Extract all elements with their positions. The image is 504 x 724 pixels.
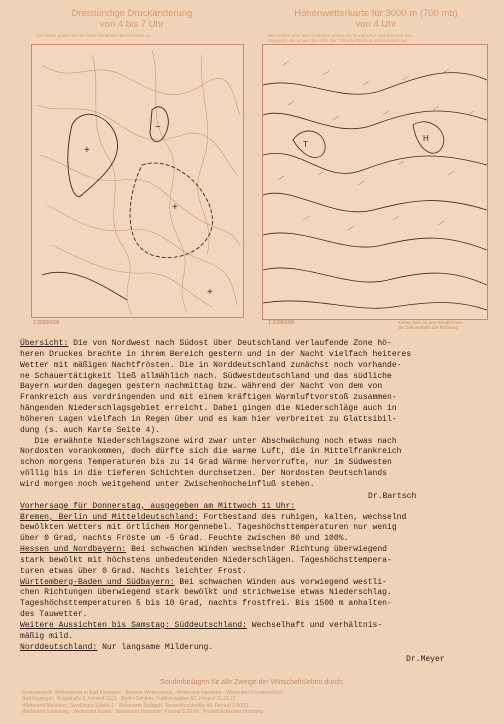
report-text: Übersicht: Die von Nordwest nach Südost über Deutschland verlaufende Zone hö- heren Druckes brachte in ihrem Bereich gestern und in der Nacht vielfach heiteres Wetter mit mäßigen Nachtfrösten. Die in Norddeutschland zunächst noch vorhande- ne Schauertätigkeit ließ allmählich nach. Südwestdeutschland und das südliche Bayern wurden dagegen gestern nachmittag bzw. während der Nacht von dem von Frankreich aus vordringenden und mit einem kräftigen Warmluftvorstoß zusammen- hängenden Niederschlagsgebiet erreicht. Dabei gingen die Niederschläge auch in höheren Lagen vielfach in Regen über und es kam hier verbreitet zu Glattsibil- dung (s. auch Karte Seite 4). Die erwähnte Niederschlagszone wird zwar unter Abschwächung noch etwas nach Nordosten vorankommen, doch dürfte sich die warme Luft, die in Mittelfrankreich schon morgens Temperaturen bis zu 14 Grad Wärme hervorrufte, nur im Südwesten völlig bis in die tieferen Schichten durchsetzen. Der Nordosten Deutschlands wird morgen noch weitgehend unter Zwischenhocheinfluß stehen. Vorhersage für Donnerstag, ausgegeben am Mittwoch 11 Uhr: Bremen, Berlin und Mitteldeutschland: Fortbestand des ruhigen, kalten, wechselnd bewölkten Wetters mit örtlichem Morgennebel. Tageshöchsttemperaturen nur wenig über 0 Grad, nachts Fröste um -5 Grad. Feuchte zwischen 80 und 100%. Hessen und Nordbayern: Bei schwachen Winden wechselnder Richtung überwiegend stark bewölkt mit höchstens unbedeutenden Niederschlägen. Tageshöchsttempera- turen etwas über 0 Grad. Nachts leichter Frost. Württemberg-Baden und Südbayern: Bei schwachen Winden aus vorwiegend westli- chen Richtungen überwiegend stark bewölkt und strichweise etwas Niederschlag. Tageshöchsttemperaturen 5 bis 10 Grad, nachts frostfrei. Bis 1500 m anhalten- des Tauwetter. Weitere Aussichten bis Samstag: Süddeutschland: Wechselhaft und verhältnis- mäßig mild. Norddeutschland: Nur langsame Milderung. xyxy=(20,339,412,652)
outlook-label: Weitere Aussichten bis Samstag: Süddeutschland: xyxy=(20,620,247,630)
low-marker: T xyxy=(303,140,308,149)
left-map-scale: 1:30000000 xyxy=(33,320,60,326)
plus-marker: + xyxy=(84,145,90,156)
overview-label: Übersicht: xyxy=(20,339,69,348)
region-label-north: Bremen, Berlin und Mitteldeutschland: xyxy=(20,512,199,522)
plus-marker: + xyxy=(172,202,178,213)
right-map-scale: 1:30000000 xyxy=(268,320,295,326)
forecast-heading: Vorhersage für Donnerstag, ausgegeben am Mittwoch 11 Uhr: xyxy=(20,501,296,511)
footer-title: Sonderbeilagen für alle Zweige der Wirtschaftsleben durch: xyxy=(160,679,344,686)
upper-air-map-drawing xyxy=(263,45,487,319)
high-marker: H xyxy=(423,134,429,143)
left-map-title: Dreistündige Druckänderung von 4 bis 7 Uhr xyxy=(71,8,193,30)
upper-air-map xyxy=(262,44,488,320)
right-map-note: Kleine Zahl an den Windfahnen: die Zehnerstelle der Richtung xyxy=(398,320,464,331)
region-label-south: Württemberg-Baden und Südbayern: xyxy=(20,577,175,587)
region-label-norddeutschland: Norddeutschland: xyxy=(20,642,98,652)
right-map-title: Höhenwetterkarte für 3000 m (700 mb) von 4 Uhr xyxy=(294,8,458,30)
minus-marker: − xyxy=(155,122,161,133)
right-map-subtitle: Die Zahlen über den Stationen geben die Temperatur und darunter den Taupunkt; die Linien die Höhe der 700-mb-Fläche in Dekametern an xyxy=(268,33,413,44)
pressure-change-map-drawing xyxy=(32,45,243,317)
signature-bartsch: Dr.Bartsch xyxy=(368,492,417,501)
pressure-change-map xyxy=(31,44,244,318)
signature-meyer: Dr.Meyer xyxy=(406,655,445,664)
left-map-subtitle: Die Werte geben die Zu- bzw. Abnahme des Druckes an xyxy=(36,33,151,38)
region-label-hessen: Hessen und Nordbayern: xyxy=(20,545,127,555)
plus-marker: + xyxy=(207,287,213,298)
footer-lines: Zentralamt für Wetterdienst in Bad Kissingen · Berliner Wetterdienst · Wetteramt Hamburg · Wetteramt Frankfurt/Main Bad Kissingen, Ringstraße 1, Fernruf 2631 · Berlin-Dahlem, Podbielskiallee 62, Fernruf 76 39 15 Wetteramt München, Sendlinger Straße 1 · Wetteramt Stuttgart, Tennenforststraße 49, Fernruf 2 60 51 Wetteramt Schleswig · Wetteramt Essen · Wetteramt Hannover, Fernruf 8 39 49 · Postscheckkonto Hamburg xyxy=(22,690,283,715)
